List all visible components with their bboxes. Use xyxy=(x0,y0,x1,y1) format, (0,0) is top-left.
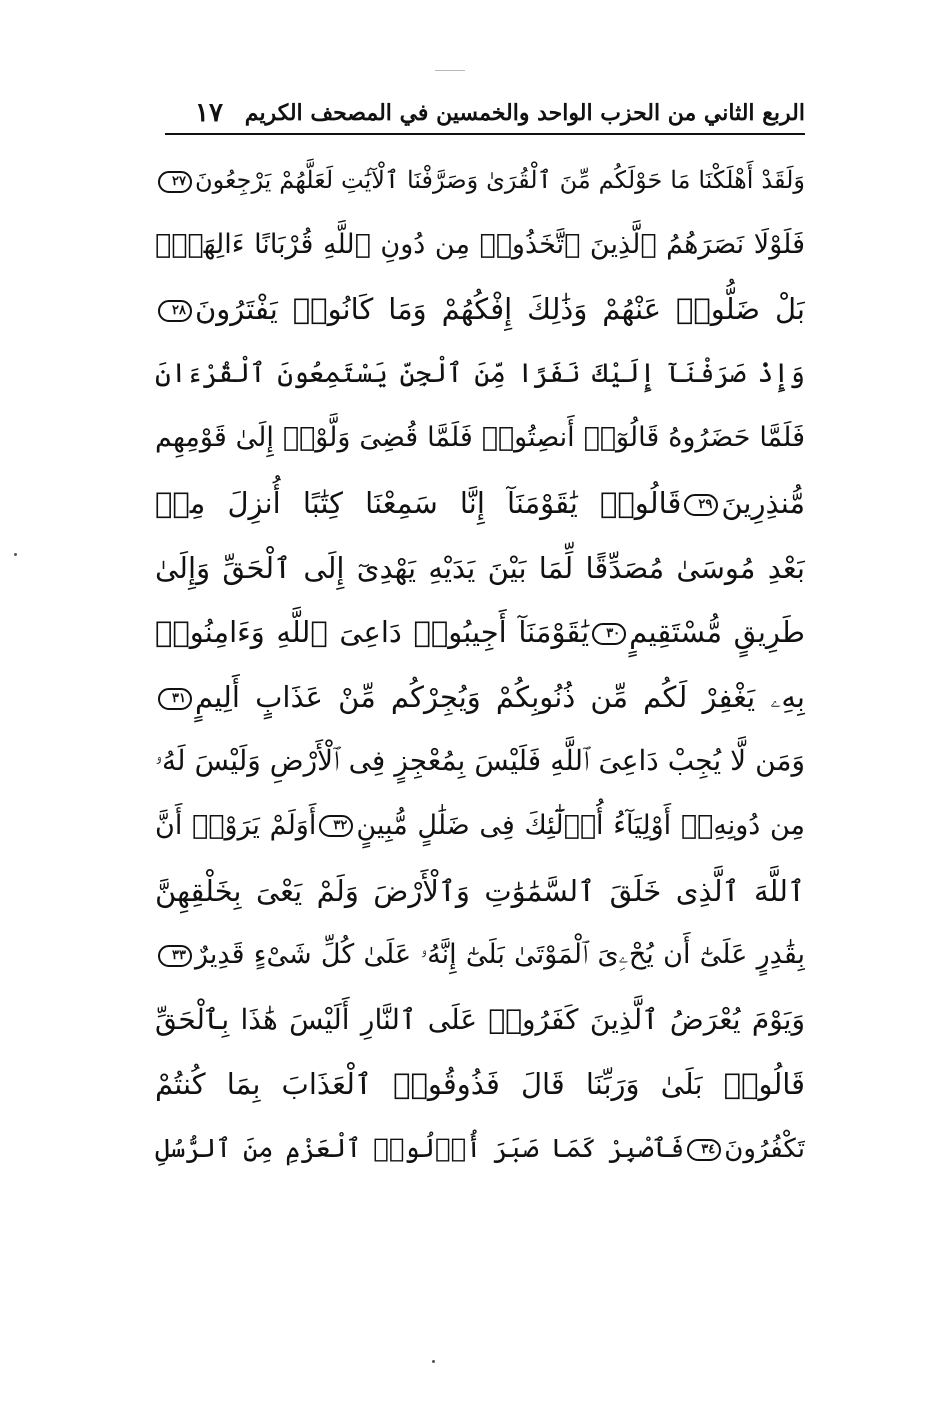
verse-text: بِقَٰدِرٍ عَلَىٰٓ أَن يُحْۦِىَ ٱلْمَوْتَىٰ بَلَىٰٓ إِنَّهُۥ عَلَىٰ كُلِّ شَىْءٍ قَدِيرٌ xyxy=(195,939,805,971)
scan-dot xyxy=(432,1360,435,1363)
page-number: ١٧ xyxy=(195,98,223,128)
verse-text: ٱللَّهَ ٱلَّذِى خَلَقَ ٱلسَّمَٰوَٰتِ وَٱلْأَرْضَ وَلَمْ يَعْىَ بِخَلْقِهِنَّ xyxy=(155,873,805,908)
verse-text-continued: قَالُوا۟ يَٰقَوْمَنَآ إِنَّا سَمِعْنَا كِتَٰبًا أُنزِلَ مِنۢ xyxy=(155,485,682,520)
verse-text: طَرِيقٍ مُّسْتَقِيمٍ xyxy=(629,615,805,650)
page-header xyxy=(165,96,805,130)
verse-text: مِن دُونِهِۦٓ أَوْلِيَآءُ أُو۟لَٰٓئِكَ فِى ضَلَٰلٍ مُّبِينٍ xyxy=(356,809,805,841)
verse-text: فَلَوْلَا نَصَرَهُمُ ٱلَّذِينَ ٱتَّخَذُوا۟ مِن دُونِ ٱللَّهِ قُرْبَانًا ءَالِهَةًۢ xyxy=(155,228,805,260)
verse-line xyxy=(155,536,805,601)
ayah-number-marker: ٣٤ xyxy=(687,1139,721,1161)
ayah-number-marker: ٣٢ xyxy=(319,815,353,837)
verse-text: بَعْدِ مُوسَىٰ مُصَدِّقًا لِّمَا بَيْنَ يَدَيْهِ يَهْدِىٓ إِلَى ٱلْحَقِّ وَإِلَىٰ xyxy=(155,550,805,585)
verse-line xyxy=(155,665,805,730)
verse-line xyxy=(155,859,805,924)
quran-text-block xyxy=(155,148,805,1182)
verse-line xyxy=(155,213,805,278)
header-rule xyxy=(165,133,805,135)
verse-line xyxy=(155,277,805,342)
verse-line xyxy=(155,923,805,988)
verse-text-continued: فَٱصْبِرْ كَمَا صَبَرَ أُو۟لُوا۟ ٱلْعَزْمِ مِنَ ٱلرُّسُلِ xyxy=(155,1133,685,1164)
verse-text: مُّنذِرِينَ xyxy=(721,485,805,520)
scan-dot xyxy=(14,553,17,556)
verse-line xyxy=(155,794,805,859)
verse-line xyxy=(155,1117,805,1182)
verse-line xyxy=(155,342,805,407)
verse-text-continued: أَوَلَمْ يَرَوْا۟ أَنَّ xyxy=(155,809,317,841)
ayah-number-marker: ٢٧ xyxy=(158,171,192,193)
verse-text: وَيَوْمَ يُعْرَضُ ٱلَّذِينَ كَفَرُوا۟ عَلَى ٱلنَّارِ أَلَيْسَ هَٰذَا بِٱلْحَقِّ xyxy=(155,1002,805,1036)
verse-line xyxy=(155,988,805,1053)
verse-text: وَمَن لَّا يُجِبْ دَاعِىَ ٱللَّهِ فَلَيْسَ بِمُعْجِزٍ فِى ٱلْأَرْضِ وَلَيْسَ لَهُۥ xyxy=(155,744,805,778)
ayah-number-marker: ٣٠ xyxy=(592,623,626,645)
verse-text: بَلْ ضَلُّوا۟ عَنْهُمْ وَذَٰلِكَ إِفْكُهُمْ وَمَا كَانُوا۟ يَفْتَرُونَ xyxy=(195,292,805,327)
running-title: الربع الثاني من الحزب الواحد والخمسين في المصحف الكريم xyxy=(244,100,805,126)
verse-text: وَإِذْ صَرَفْنَآ إِلَيْكَ نَفَرًا مِّنَ ٱلْجِنِّ يَسْتَمِعُونَ ٱلْقُرْءَانَ xyxy=(155,357,805,389)
ayah-number-marker: ٣١ xyxy=(158,688,192,710)
verse-text: تَكْفُرُونَ xyxy=(724,1133,805,1164)
verse-line xyxy=(155,406,805,471)
ayah-number-marker: ٢٨ xyxy=(158,300,192,322)
ayah-number-marker: ٢٩ xyxy=(684,494,718,516)
verse-text: قَالُوا۟ بَلَىٰ وَرَبِّنَا قَالَ فَذُوقُوا۟ ٱلْعَذَابَ بِمَا كُنتُمْ xyxy=(155,1067,805,1102)
verse-line xyxy=(155,729,805,794)
verse-text: فَلَمَّا حَضَرُوهُ قَالُوٓا۟ أَنصِتُوا۟ فَلَمَّا قُضِىَ وَلَّوْا۟ إِلَىٰ قَوْمِهِم xyxy=(155,422,805,454)
verse-line xyxy=(155,148,805,213)
verse-text-continued: يَٰقَوْمَنَآ أَجِيبُوا۟ دَاعِىَ ٱللَّهِ وَءَامِنُوا۟ xyxy=(155,615,590,650)
verse-line xyxy=(155,1052,805,1117)
top-scan-mark xyxy=(435,70,465,71)
verse-line xyxy=(155,600,805,665)
verse-line xyxy=(155,471,805,536)
ayah-number-marker: ٣٣ xyxy=(158,945,192,967)
verse-text: بِهِۦ يَغْفِرْ لَكُم مِّن ذُنُوبِكُمْ وَيُجِرْكُم مِّنْ عَذَابٍ أَلِيمٍ xyxy=(195,679,805,714)
verse-text: وَلَقَدْ أَهْلَكْنَا مَا حَوْلَكُم مِّنَ ٱلْقُرَىٰ وَصَرَّفْنَا ٱلْآيَٰتِ لَعَلَّهُمْ يَرْجِعُونَ xyxy=(195,166,805,194)
